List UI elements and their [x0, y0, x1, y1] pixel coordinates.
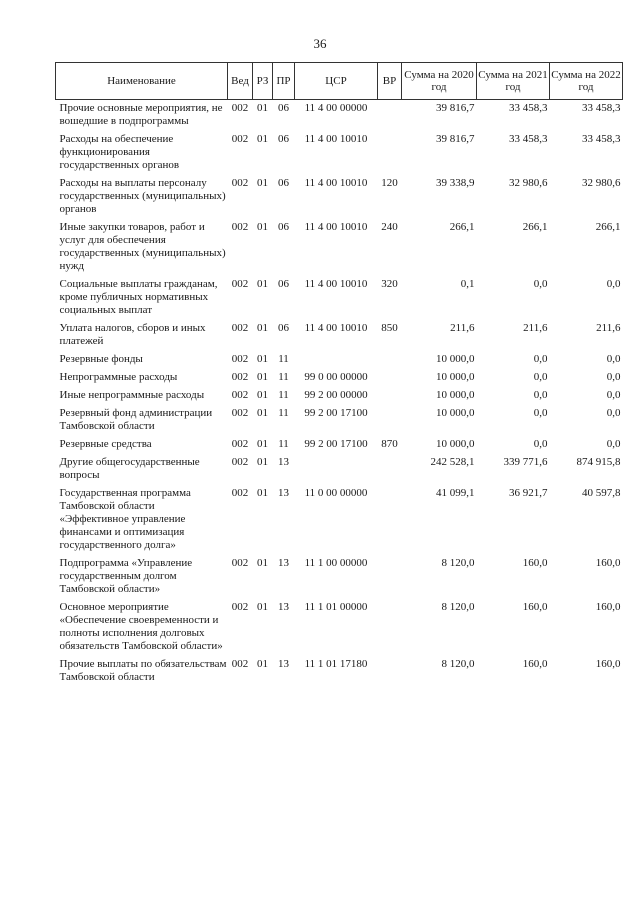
row-vr	[378, 454, 402, 485]
row-pr: 13	[278, 557, 289, 569]
row-sum-2022: 0,0	[606, 407, 621, 419]
row-csr: 11 4 00 10010	[304, 133, 368, 145]
row-ved: 002	[231, 322, 249, 334]
row-sum-2022: 211,6	[596, 322, 621, 334]
table-row	[56, 599, 623, 656]
row-name: Основное мероприятие «Обеспечение своевременности и полноты исполнения долговых обязательств Тамбовской области»	[59, 601, 223, 652]
row-vr	[378, 100, 402, 132]
row-rz: 01	[257, 278, 268, 290]
row-sum-2020: 211,6	[450, 322, 475, 334]
row-sum-2021: 32 980,6	[509, 177, 548, 189]
header-sum-2020: Сумма на 2020 год	[402, 63, 477, 100]
row-rz: 01	[257, 407, 268, 419]
row-rz: 01	[257, 133, 268, 145]
row-sum-2020: 41 099,1	[436, 487, 475, 499]
table-row	[56, 405, 623, 436]
row-csr: 11 1 01 17180	[304, 658, 368, 670]
table-row	[56, 351, 623, 369]
row-csr: 11 4 00 10010	[304, 278, 368, 290]
row-rz: 01	[257, 658, 268, 670]
table-row	[56, 100, 623, 132]
row-rz: 01	[257, 353, 268, 365]
row-sum-2020: 0,1	[460, 278, 475, 290]
row-name: Подпрограмма «Управление государственным долгом Тамбовской области»	[59, 557, 193, 595]
row-vr	[378, 555, 402, 599]
row-ved: 002	[231, 133, 249, 145]
row-sum-2020: 10 000,0	[436, 438, 475, 450]
row-sum-2020: 8 120,0	[441, 658, 475, 670]
row-vr	[378, 387, 402, 405]
row-sum-2021: 33 458,3	[509, 102, 548, 114]
row-sum-2021: 0,0	[533, 278, 548, 290]
row-sum-2022: 40 597,8	[582, 487, 621, 499]
header-ved: Вед	[228, 63, 253, 100]
row-pr: 06	[278, 133, 289, 145]
row-csr: 99 0 00 00000	[304, 371, 368, 383]
row-sum-2020: 39 338,9	[436, 177, 475, 189]
row-vr	[378, 656, 402, 687]
row-csr: 11 0 00 00000	[304, 487, 368, 499]
row-ved: 002	[231, 601, 249, 613]
row-vr	[378, 599, 402, 656]
row-sum-2022: 32 980,6	[582, 177, 621, 189]
row-rz: 01	[257, 371, 268, 383]
table-row	[56, 276, 623, 320]
row-sum-2022: 33 458,3	[582, 102, 621, 114]
row-pr: 06	[278, 177, 289, 189]
row-sum-2021: 0,0	[533, 353, 548, 365]
header-vr: ВР	[378, 63, 402, 100]
row-sum-2020: 266,1	[449, 221, 475, 233]
row-sum-2021: 266,1	[522, 221, 548, 233]
row-sum-2020: 39 816,7	[436, 102, 475, 114]
row-csr: 11 4 00 00000	[304, 102, 368, 114]
row-vr	[378, 351, 402, 369]
row-csr: 99 2 00 00000	[304, 389, 368, 401]
row-sum-2022: 874 915,8	[576, 456, 621, 468]
row-rz: 01	[257, 456, 268, 468]
table-row	[56, 656, 623, 687]
row-csr: 99 2 00 17100	[304, 438, 368, 450]
row-name: Уплата налогов, сборов и иных платежей	[59, 322, 206, 347]
table-header-row	[56, 63, 623, 100]
row-pr: 13	[278, 487, 289, 499]
row-sum-2021: 0,0	[533, 389, 548, 401]
header-csr: ЦСР	[295, 63, 378, 100]
row-sum-2022: 160,0	[595, 601, 621, 613]
row-name: Прочие выплаты по обязательствам Тамбовской области	[59, 658, 227, 683]
row-ved: 002	[231, 177, 249, 189]
row-vr: 320	[381, 278, 398, 290]
row-ved: 002	[231, 389, 249, 401]
row-sum-2021: 211,6	[523, 322, 548, 334]
row-name: Расходы на выплаты персоналу государственных (муниципальных) органов	[59, 177, 226, 215]
row-pr: 11	[278, 438, 289, 450]
row-rz: 01	[257, 557, 268, 569]
page-number: 36	[313, 36, 327, 51]
budget-table	[55, 62, 623, 687]
row-vr	[378, 485, 402, 555]
row-name: Резервные фонды	[59, 353, 143, 365]
row-csr: 11 4 00 10010	[304, 322, 368, 334]
header-rz: РЗ	[253, 63, 273, 100]
row-sum-2020: 10 000,0	[436, 371, 475, 383]
row-name: Расходы на обеспечение функционирования государственных органов	[59, 133, 180, 171]
row-sum-2021: 339 771,6	[503, 456, 548, 468]
row-rz: 01	[257, 102, 268, 114]
row-pr: 11	[278, 407, 289, 419]
row-name: Другие общегосударственные вопросы	[59, 456, 200, 481]
row-csr: 11 1 00 00000	[304, 557, 368, 569]
row-rz: 01	[257, 601, 268, 613]
row-ved: 002	[231, 221, 249, 233]
row-sum-2022: 160,0	[595, 658, 621, 670]
row-sum-2021: 160,0	[522, 557, 548, 569]
row-sum-2022: 0,0	[606, 278, 621, 290]
table-row	[56, 320, 623, 351]
row-csr: 99 2 00 17100	[304, 407, 368, 419]
row-rz: 01	[257, 177, 268, 189]
row-pr: 13	[278, 456, 289, 468]
row-pr: 11	[278, 353, 289, 365]
row-sum-2021: 160,0	[522, 658, 548, 670]
row-rz: 01	[257, 389, 268, 401]
row-sum-2021: 33 458,3	[509, 133, 548, 145]
row-name: Иные закупки товаров, работ и услуг для обеспечения государственных (муниципальных) нужд	[59, 221, 226, 272]
row-csr	[295, 351, 378, 369]
row-ved: 002	[231, 658, 249, 670]
row-pr: 13	[278, 601, 289, 613]
row-rz: 01	[257, 322, 268, 334]
row-rz: 01	[257, 221, 268, 233]
row-sum-2020: 10 000,0	[436, 353, 475, 365]
row-sum-2020: 10 000,0	[436, 407, 475, 419]
table-row	[56, 175, 623, 219]
row-csr	[295, 454, 378, 485]
row-pr: 11	[278, 389, 289, 401]
row-vr	[378, 131, 402, 175]
row-pr: 13	[278, 658, 289, 670]
row-pr: 06	[278, 322, 289, 334]
row-vr	[378, 405, 402, 436]
row-ved: 002	[231, 557, 249, 569]
row-sum-2020: 39 816,7	[436, 133, 475, 145]
row-csr: 11 1 01 00000	[304, 601, 368, 613]
row-pr: 06	[278, 278, 289, 290]
row-ved: 002	[231, 456, 249, 468]
table-row	[56, 219, 623, 276]
header-pr: ПР	[273, 63, 295, 100]
row-sum-2021: 36 921,7	[509, 487, 548, 499]
row-sum-2022: 266,1	[595, 221, 621, 233]
row-vr: 850	[381, 322, 398, 334]
row-sum-2021: 0,0	[533, 371, 548, 383]
row-pr: 11	[278, 371, 289, 383]
row-sum-2022: 0,0	[606, 371, 621, 383]
header-name: Наименование	[56, 63, 228, 100]
table-row	[56, 485, 623, 555]
row-name: Резервные средства	[59, 438, 152, 450]
table-row	[56, 555, 623, 599]
row-sum-2021: 160,0	[522, 601, 548, 613]
row-sum-2022: 33 458,3	[582, 133, 621, 145]
row-vr: 120	[381, 177, 398, 189]
row-sum-2020: 242 528,1	[430, 456, 475, 468]
table-row	[56, 131, 623, 175]
row-sum-2021: 0,0	[533, 407, 548, 419]
table-row	[56, 387, 623, 405]
row-rz: 01	[257, 438, 268, 450]
row-vr: 870	[381, 438, 398, 450]
row-name: Прочие основные мероприятия, не вошедшие в подпрограммы	[59, 102, 223, 127]
row-ved: 002	[231, 371, 249, 383]
row-name: Иные непрограммные расходы	[59, 389, 205, 401]
row-vr	[378, 369, 402, 387]
table-row	[56, 436, 623, 454]
table-row	[56, 369, 623, 387]
row-ved: 002	[231, 438, 249, 450]
row-sum-2021: 0,0	[533, 438, 548, 450]
row-name: Непрограммные расходы	[59, 371, 178, 383]
row-vr: 240	[381, 221, 398, 233]
table-row	[56, 454, 623, 485]
row-sum-2022: 0,0	[606, 438, 621, 450]
row-sum-2020: 10 000,0	[436, 389, 475, 401]
row-ved: 002	[231, 407, 249, 419]
row-ved: 002	[231, 487, 249, 499]
row-name: Резервный фонд администрации Тамбовской области	[59, 407, 213, 432]
header-sum-2022: Сумма на 2022 год	[550, 63, 623, 100]
row-sum-2022: 0,0	[606, 353, 621, 365]
row-csr: 11 4 00 10010	[304, 177, 368, 189]
row-csr: 11 4 00 10010	[304, 221, 368, 233]
row-name: Социальные выплаты гражданам, кроме публичных нормативных социальных выплат	[59, 278, 218, 316]
table-body	[56, 100, 623, 688]
row-pr: 06	[278, 221, 289, 233]
row-name: Государственная программа Тамбовской области «Эффективное управление финансами и оптимизация государственного долга»	[59, 487, 191, 551]
header-sum-2021: Сумма на 2021 год	[477, 63, 550, 100]
row-ved: 002	[231, 353, 249, 365]
row-sum-2022: 160,0	[595, 557, 621, 569]
row-ved: 002	[231, 278, 249, 290]
row-sum-2020: 8 120,0	[441, 557, 475, 569]
row-pr: 06	[278, 102, 289, 114]
row-ved: 002	[231, 102, 249, 114]
row-rz: 01	[257, 487, 268, 499]
row-sum-2022: 0,0	[606, 389, 621, 401]
row-sum-2020: 8 120,0	[441, 601, 475, 613]
